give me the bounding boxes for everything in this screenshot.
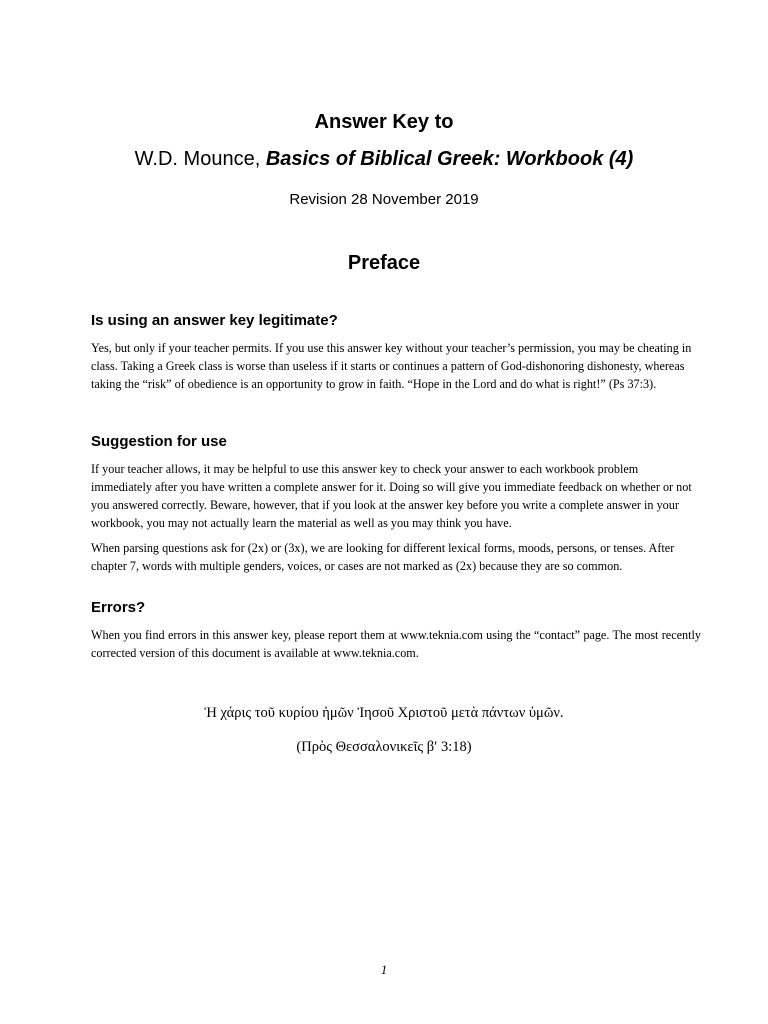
section-errors (91, 599, 701, 669)
preface-heading: Preface (347, 252, 421, 274)
author-name: W.D. Mounce, (134, 148, 266, 170)
book-title: Basics of Biblical Greek: Workbook (4) (265, 148, 634, 170)
section-paragraph: When you find errors in this answer key, please report them at www.teknia.com using the “contact” page. The most recently corrected version of this document is available at www.teknia.com. (91, 628, 701, 660)
document-subtitle (0, 147, 768, 171)
section-suggestion (91, 433, 701, 582)
section-paragraph: If your teacher allows, it may be helpful to use this answer key to check your answer to each workbook problem immediately after you have written a complete answer for it. Doing so will give you immediate feedback on whether or not you answered correctly. Beware, however, that if you look at the answer key before you write a complete answer in your workbook, you may not actually learn the material as well as you may think you have. (91, 462, 692, 530)
document-title: Answer Key to (314, 111, 454, 133)
section-legitimacy (91, 312, 701, 400)
greek-benediction: Ἡ χάρις τοῦ κυρίου ἡμῶν Ἰησοῦ Χριστοῦ μετὰ πάντων ὑμῶν. (204, 705, 564, 721)
page-number: 1 (380, 963, 388, 977)
section-paragraph: Yes, but only if your teacher permits. If you use this answer key without your teacher’s permission, you may be cheating in class. Taking a Greek class is worse than useless if it starts or continues a pattern of God-dishonoring dishonesty, whereas taking the “risk” of obedience is an opportunity to grow in faith. “Hope in the Lord and do what is right!” (Ps 37:3). (91, 341, 692, 391)
scripture-reference: (Πρὸς Θεσσαλονικεῖς β′ 3:18) (296, 739, 472, 755)
revision-date: Revision 28 November 2019 (289, 191, 479, 208)
section-heading: Errors? (91, 599, 146, 616)
section-heading: Suggestion for use (91, 433, 227, 450)
section-paragraph: When parsing questions ask for (2x) or (3x), we are looking for different lexical forms, moods, persons, or tenses. After chapter 7, words with multiple genders, voices, or cases are not marked as (2x) because they are so common. (91, 541, 675, 573)
section-heading: Is using an answer key legitimate? (91, 312, 338, 329)
